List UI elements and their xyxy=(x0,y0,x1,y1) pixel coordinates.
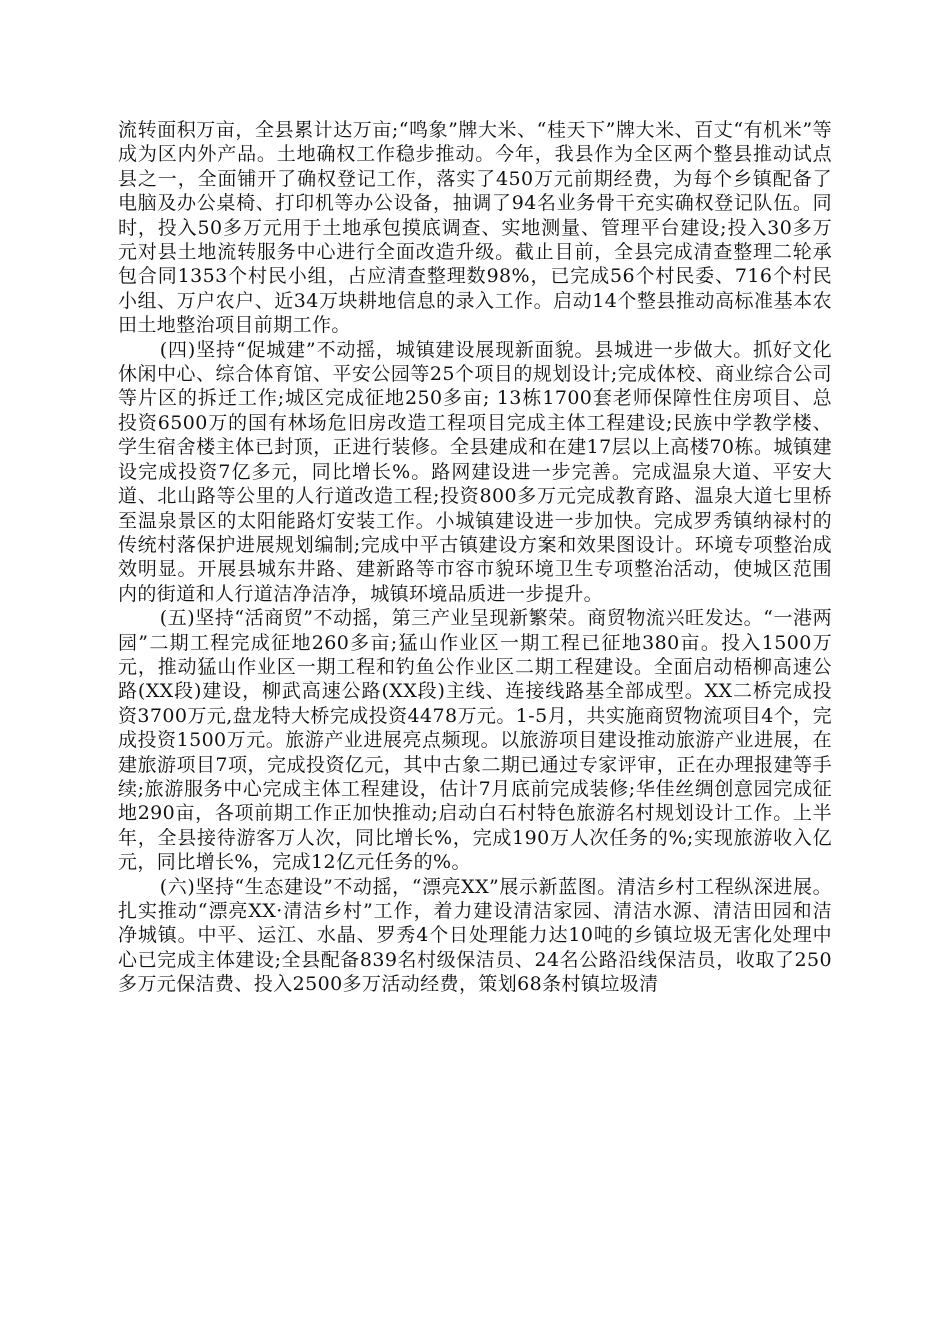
paragraph-urban-construction: (四)坚持“促城建”不动摇，城镇建设展现新面貌。县城进一步做大。抓好文化休闲中心、综合体育馆、平安公园等25个项目的规划设计;完成体校、商业综合公司等片区的拆迁工作;城区完成征地250多亩; 13栋1700套老师保障性住房项目、总投资6500万的国有林场危旧房改造工程项目完成主体工程建设;民族中学教学楼、学生宿舍楼主体已封顶，正进行装修。全县建成和在建17层以上高楼70栋。城镇建设完成投资7亿多元，同比增长%。路网建设进一步完善。完成温泉大道、平安大道、北山路等公里的人行道改造工程;投资800多万元完成教育路、温泉大道七里桥至温泉景区的太阳能路灯安装工作。小城镇建设进一步加快。完成罗秀镇纳禄村的传统村落保护进展规划编制;完成中平古镇建设方案和效果图设计。环境专项整治成效明显。开展县城东井路、建新路等市容市貌环境卫生专项整治活动，使城区范围内的街道和人行道洁净洁净，城镇环境品质进一步提升。 xyxy=(118,338,832,605)
paragraph-ecological-construction: (六)坚持“生态建设”不动摇，“漂亮XX”展示新蓝图。清洁乡村工程纵深进展。扎实推动“漂亮XX·清洁乡村”工作，着力建设清洁家园、清洁水源、清洁田园和洁净城镇。中平、运江、水晶、罗秀4个日处理能力达10吨的乡镇垃圾无害化处理中心已完成主体建设;全县配备839名村级保洁员、24名公路沿线保洁员，收取了250多万元保洁费、投入2500多万活动经费，策划68条村镇垃圾清 xyxy=(118,875,832,996)
paragraph-commerce-tourism: (五)坚持“活商贸”不动摇，第三产业呈现新繁荣。商贸物流兴旺发达。“一港两园”二期工程完成征地260多亩;猛山作业区一期工程已征地380亩。投入1500万元，推动猛山作业区一期工程和钓鱼公作业区二期工程建设。全面启动梧柳高速公路(XX段)建设，柳武高速公路(XX段)主线、连接线路基全部成型。XX二桥完成投资3700万元,盘龙特大桥完成投资4478万元。1-5月，共实施商贸物流项目4个，完成投资1500万元。旅游产业进展亮点频现。以旅游项目建设推动旅游产业进展，在建旅游项目7项，完成投资亿元，其中古象二期已通过专家评审，正在办理报建等手续;旅游服务中心完成主体工程建设，估计7月底前完成装修;华佳丝绸创意园完成征地290亩，各项前期工作正加快推动;启动白石村特色旅游名村规划设计工作。上半年，全县接待游客万人次，同比增长%，完成190万人次任务的%;实现旅游收入亿元，同比增长%，完成12亿元任务的%。 xyxy=(118,607,832,874)
paragraph-land-rights: 流转面积万亩，全县累计达万亩;“鸣象”牌大米、“桂天下”牌大米、百丈“有机米”等成为区内外产品。土地确权工作稳步推动。今年，我县作为全区两个整县推动试点县之一，全面铺开了确权登记工作，落实了450万元前期经费，为每个乡镇配备了电脑及办公桌椅、打印机等办公设备，抽调了94名业务骨干充实确权登记队伍。同时，投入50多万元用于土地承包摸底调查、实地测量、管理平台建设;投入30多万元对县土地流转服务中心进行全面改造升级。截止目前，全县完成清查整理二轮承包合同1353个村民小组，占应清查整理数98%，已完成56个村民委、716个村民小组、万户农户、近34万块耕地信息的录入工作。启动14个整县推动高标准基本农田土地整治项目前期工作。 xyxy=(118,119,832,337)
document-page xyxy=(118,118,832,997)
